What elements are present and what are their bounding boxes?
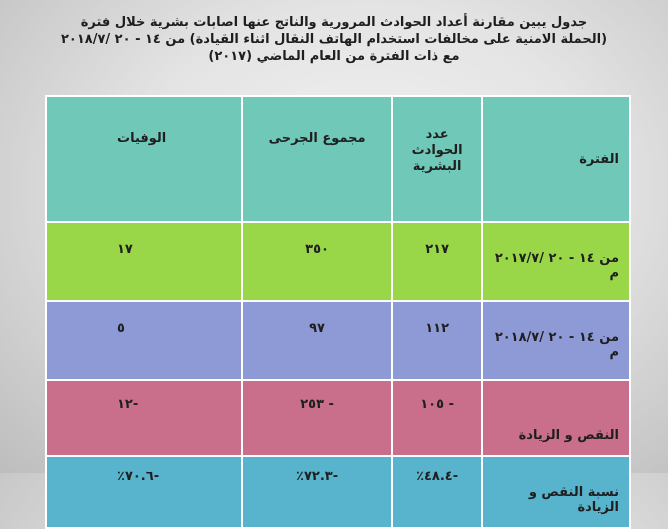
row-deaths: -٧٠.٦٪ bbox=[46, 456, 242, 528]
title-line-2: (الحملة الامنية على مخالفات استخدام الهاتف النقال اثناء القيادة) من ١٤ - ٢٠ /٢٠١٨/٧ bbox=[60, 32, 608, 47]
table-row bbox=[46, 380, 630, 456]
header-period: الفترة bbox=[482, 96, 630, 222]
header-injured: مجموع الجرحى bbox=[242, 96, 392, 222]
header-accidents bbox=[392, 96, 482, 222]
row-injured: - ٢٥٣ bbox=[242, 380, 392, 456]
header-accidents-line-2: البشرية bbox=[412, 159, 462, 174]
table-title bbox=[30, 14, 638, 65]
comparison-table bbox=[45, 95, 631, 515]
row-period: من ١٤ - ٢٠ /٢٠١٨/٧ م bbox=[482, 301, 630, 380]
table-row bbox=[46, 301, 630, 380]
row-injured: ٩٧ bbox=[242, 301, 392, 380]
row-period: من ١٤ - ٢٠ /٢٠١٧/٧ م bbox=[482, 222, 630, 301]
row-accidents: - ١٠٥ bbox=[392, 380, 482, 456]
header-row bbox=[46, 96, 630, 222]
row-accidents: ١١٢ bbox=[392, 301, 482, 380]
table-row bbox=[46, 222, 630, 301]
row-injured: -٧٢.٣٪ bbox=[242, 456, 392, 528]
row-deaths: ٥ bbox=[46, 301, 242, 380]
row-period: النقص و الزيادة bbox=[482, 380, 630, 456]
title-line-3: مع ذات الفترة من العام الماضي (٢٠١٧) bbox=[208, 49, 460, 64]
title-line-1: جدول يبين مقارنة أعداد الحوادث المرورية والناتج عنها اصابات بشرية خلال فترة bbox=[80, 15, 588, 30]
row-deaths: ١٧ bbox=[46, 222, 242, 301]
row-accidents: ٢١٧ bbox=[392, 222, 482, 301]
row-injured: ٣٥٠ bbox=[242, 222, 392, 301]
header-accidents-line-1: عدد الحوادث bbox=[411, 127, 463, 158]
header-deaths: الوفيات bbox=[46, 96, 242, 222]
table-row bbox=[46, 456, 630, 528]
row-deaths: -١٢ bbox=[46, 380, 242, 456]
row-period: نسبة النقص و الزيادة bbox=[482, 456, 630, 528]
row-accidents: -٤٨.٤٪ bbox=[392, 456, 482, 528]
